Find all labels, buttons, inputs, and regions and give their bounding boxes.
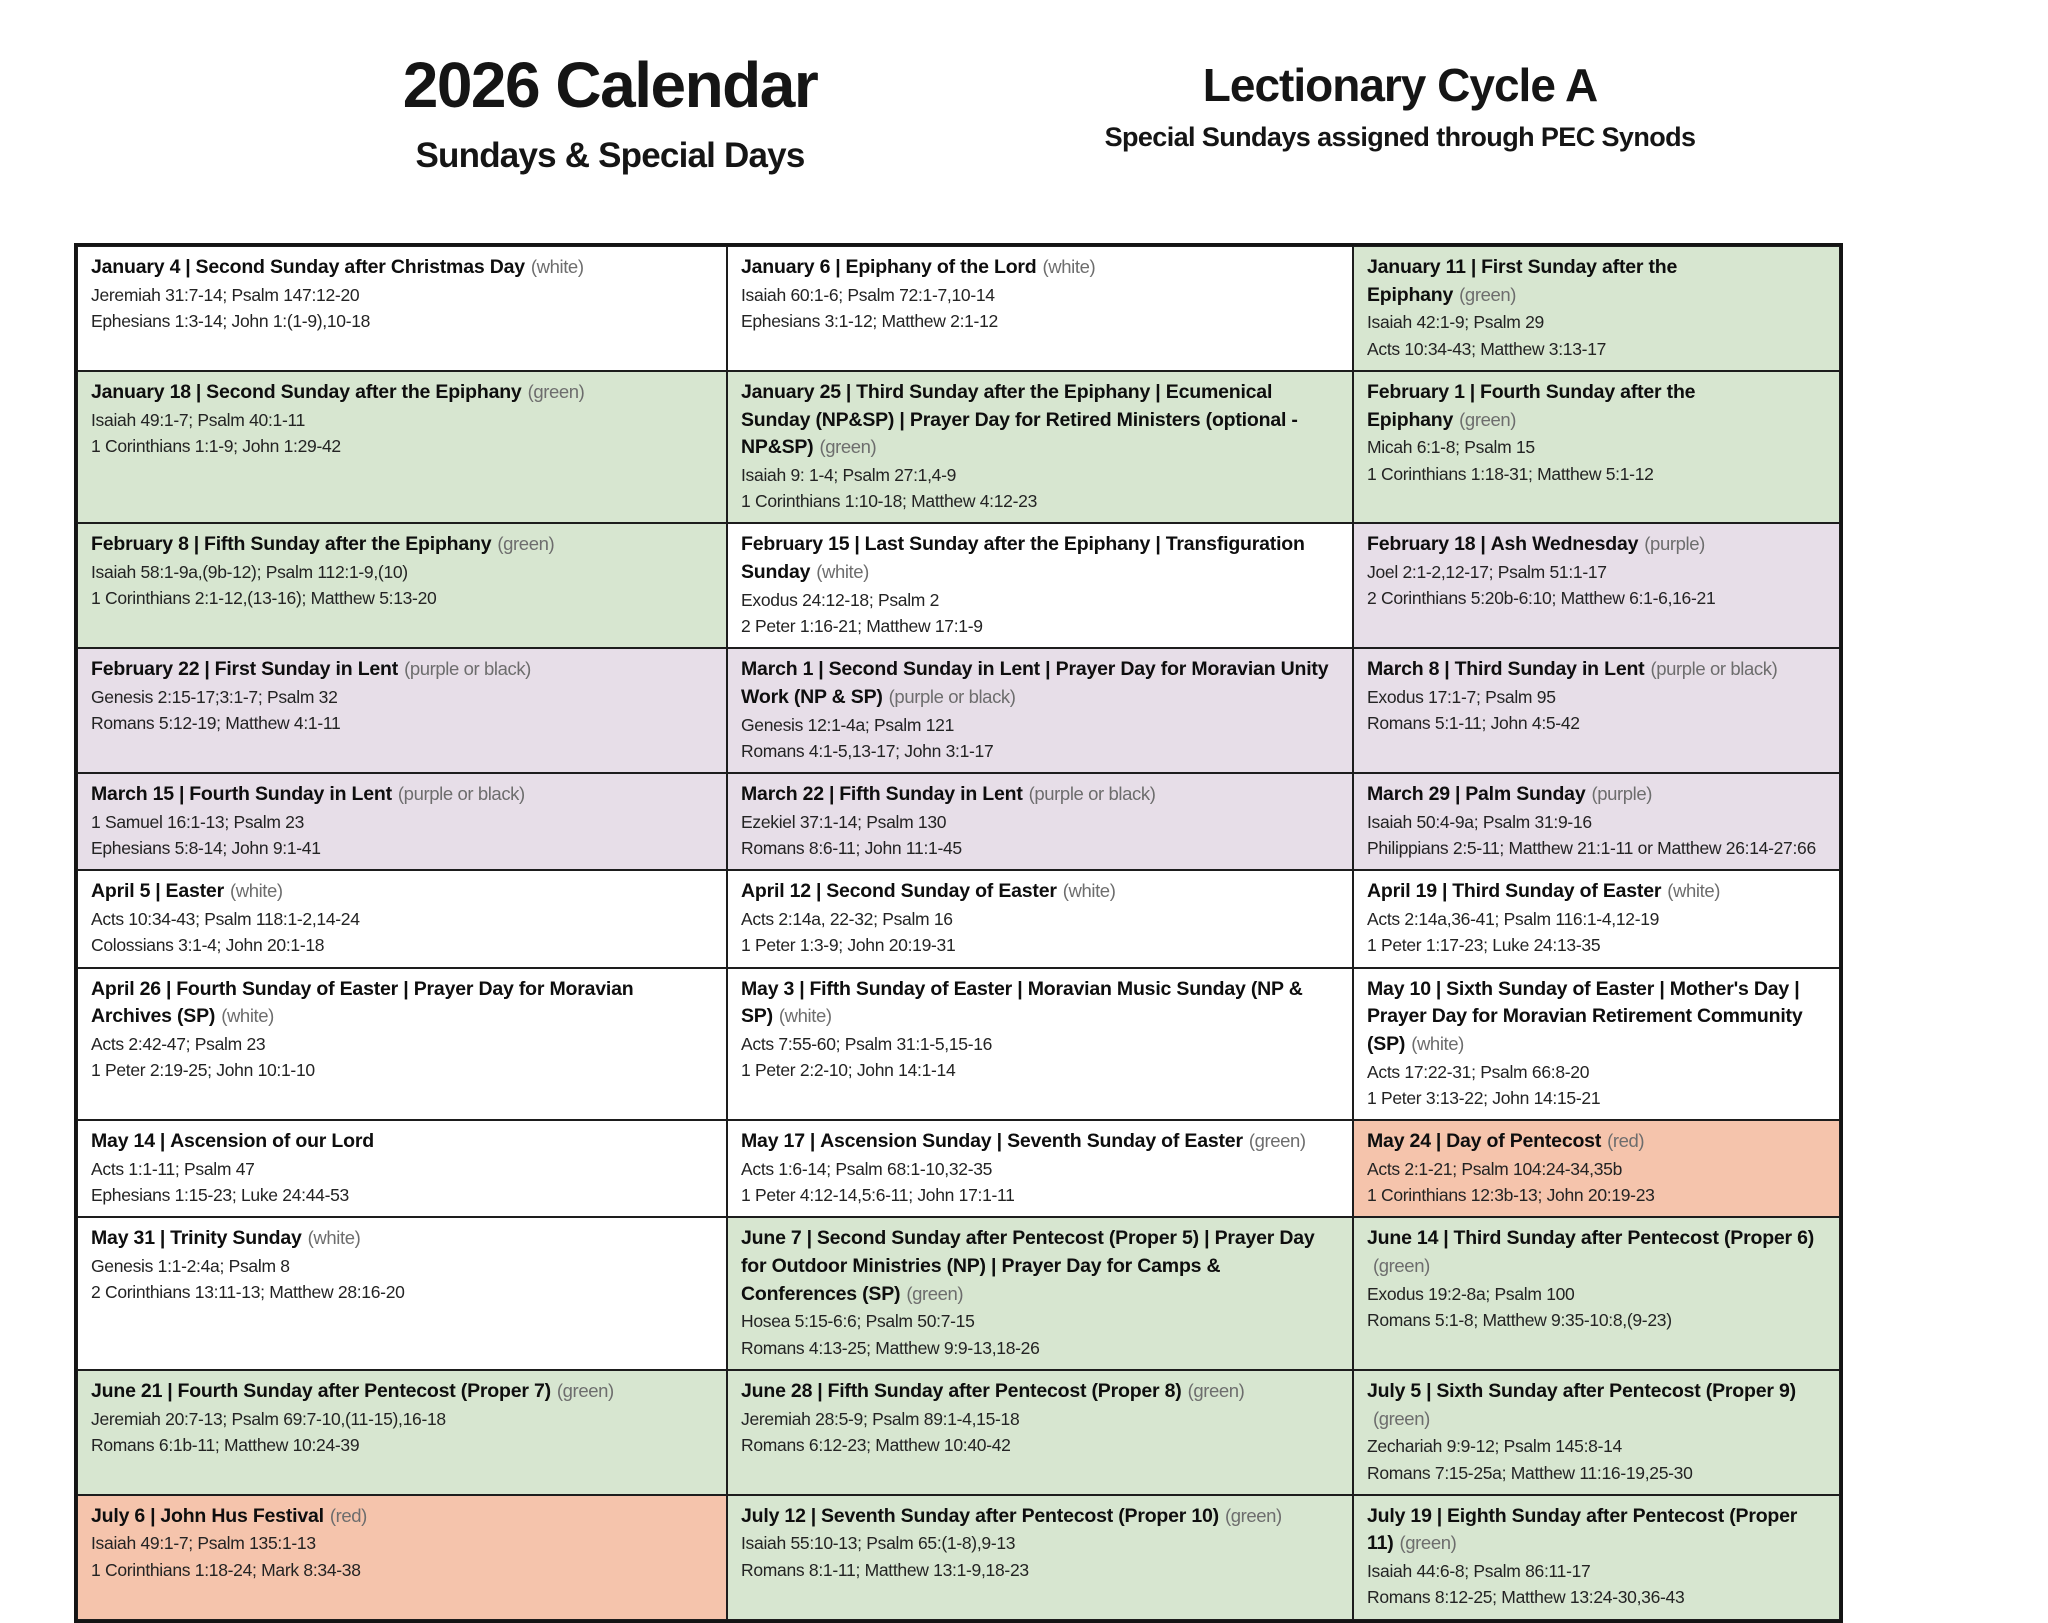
scripture-line-2: Romans 4:13-25; Matthew 9:9-13,18-26	[741, 1337, 1040, 1358]
cell-date: April 26	[91, 977, 161, 1000]
calendar-cell	[77, 1495, 727, 1620]
cell-color-note: (white)	[307, 1227, 361, 1249]
cell-date: July 6	[91, 1504, 146, 1527]
cell-date: June 7	[741, 1227, 802, 1250]
pipe-separator: |	[1470, 256, 1477, 278]
cell-color-note: (purple or black)	[1028, 783, 1156, 805]
pipe-separator: |	[159, 1130, 166, 1153]
cell-day-title: Ascension of our Lord	[170, 1130, 374, 1153]
cell-title-line	[91, 1378, 712, 1406]
cell-date: July 5	[1367, 1379, 1422, 1402]
scripture-line-2: Romans 5:1-11; John 4:5-42	[1367, 713, 1580, 734]
scripture-line-1: Acts 10:34-43; Psalm 118:1-2,14-24	[91, 909, 360, 930]
cell-title-line	[741, 878, 1338, 906]
scripture-line-2: 2 Corinthians 13:11-13; Matthew 28:16-20	[91, 1282, 405, 1303]
calendar-row	[77, 968, 1840, 1121]
pipe-separator: |	[1443, 1227, 1449, 1250]
cell-title-line	[1367, 1128, 1825, 1156]
cell-color-note: (green)	[1399, 1532, 1457, 1554]
cell-date: February 8	[91, 533, 189, 556]
calendar-cell	[1353, 371, 1840, 524]
cell-title-line	[91, 254, 712, 282]
calendar-row	[77, 648, 1840, 773]
pipe-separator: |	[845, 380, 852, 403]
scripture-line-1: Isaiah 44:6-8; Psalm 86:11-17	[1367, 1561, 1591, 1582]
cell-day-title: Third Sunday of Easter	[1452, 880, 1662, 903]
cell-date: May 14	[91, 1130, 155, 1153]
cell-color-note: (white)	[229, 880, 283, 902]
pipe-separator: |	[1444, 658, 1450, 681]
cell-date: May 10	[1367, 977, 1431, 1000]
cell-day-title: Sixth Sunday after Pentecost (Proper 9)	[1436, 1379, 1796, 1402]
scripture-line-1: Jeremiah 20:7-13; Psalm 69:7-10,(11-15),16-18	[91, 1408, 446, 1429]
cell-day-title: Fifth Sunday after Pentecost (Proper 8)	[827, 1379, 1182, 1402]
scripture-line-1: Genesis 1:1-2:4a; Psalm 8	[91, 1256, 290, 1276]
pipe-separator: |	[1435, 977, 1442, 1000]
calendar-cell	[727, 773, 1353, 870]
cell-day-title: Fourth Sunday after the Epiphany	[1367, 380, 1696, 431]
cell-date: June 28	[741, 1379, 813, 1402]
scripture-line-1: Jeremiah 28:5-9; Psalm 89:1-4,15-18	[741, 1408, 1020, 1429]
scripture-line-1: Joel 2:1-2,12-17; Psalm 51:1-17	[1367, 562, 1607, 583]
calendar-row	[77, 870, 1840, 967]
cell-color-note: (purple)	[1591, 783, 1653, 805]
calendar-row	[77, 773, 1840, 870]
title-block	[300, 48, 920, 176]
calendar-cell	[1353, 1217, 1840, 1370]
cell-color-note: (green)	[527, 380, 585, 402]
pipe-separator: |	[165, 977, 172, 1000]
scripture-line-2: Ephesians 1:3-14; John 1:(1-9),10-18	[91, 310, 371, 331]
pipe-separator: |	[155, 880, 161, 903]
cell-title-line	[1367, 976, 1825, 1059]
calendar-row	[77, 1217, 1840, 1370]
scripture-line-1: Isaiah 9: 1-4; Psalm 27:1,4-9	[741, 464, 957, 485]
calendar-cell	[727, 371, 1353, 524]
calendar-cell	[77, 523, 727, 648]
scripture-line-1: Acts 17:22-31; Psalm 66:8-20	[1367, 1061, 1590, 1082]
pipe-separator: |	[178, 783, 185, 806]
calendar-cell	[1353, 246, 1840, 371]
cell-color-note: (purple)	[1644, 533, 1705, 555]
scripture-line-1: Exodus 24:12-18; Psalm 2	[741, 589, 940, 610]
scripture-line-2: Philippians 2:5-11; Matthew 21:1-11 or Matthew 26:14-27:66	[1367, 838, 1816, 859]
cell-date: July 12	[741, 1504, 806, 1527]
cell-day-title: Palm Sunday	[1465, 783, 1586, 806]
cell-title-line	[1367, 1503, 1825, 1558]
scripture-line-2: Ephesians 3:1-12; Matthew 2:1-12	[741, 310, 998, 331]
cell-title-line	[1367, 1378, 1825, 1433]
scripture-line-2: Romans 8:12-25; Matthew 13:24-30,36-43	[1367, 1587, 1685, 1608]
page-subtitle: Sundays & Special Days	[415, 136, 805, 175]
pipe-separator: |	[806, 1227, 812, 1250]
cell-day-title: Fourth Sunday of Easter | Prayer Day for Moravian Archives (SP)	[91, 977, 634, 1028]
pipe-separator: |	[150, 1504, 156, 1527]
calendar-cell	[1353, 1495, 1840, 1620]
cell-color-note: (green)	[497, 533, 555, 555]
cell-date: April 19	[1367, 880, 1437, 903]
calendar-cell	[77, 1120, 727, 1217]
pipe-separator: |	[1441, 880, 1448, 903]
cell-title-line	[91, 1128, 712, 1156]
cell-color-note: (white)	[816, 561, 869, 583]
calendar-cell	[1353, 870, 1840, 967]
calendar-cell	[77, 371, 727, 524]
scripture-line-1: Zechariah 9:9-12; Psalm 145:8-14	[1367, 1436, 1622, 1457]
calendar-cell	[1353, 523, 1840, 648]
cell-day-title: John Hus Festival	[160, 1504, 324, 1527]
scripture-line-1: Isaiah 50:4-9a; Psalm 31:9-16	[1367, 811, 1592, 832]
calendar-cell	[1353, 773, 1840, 870]
cell-day-title: Easter	[165, 880, 224, 903]
scripture-line-2: 1 Peter 3:13-22; John 14:15-21	[1367, 1087, 1601, 1108]
cell-day-title: Seventh Sunday after Pentecost (Proper 10)	[821, 1504, 1219, 1527]
cell-color-note: (red)	[1607, 1130, 1645, 1152]
cell-date: July 19	[1367, 1504, 1432, 1527]
scripture-line-2: 1 Peter 2:19-25; John 10:1-10	[91, 1060, 315, 1081]
cell-date: January 4	[91, 256, 181, 278]
cell-color-note: (green)	[1459, 408, 1517, 430]
calendar-cell	[77, 968, 727, 1121]
calendar-row	[77, 1370, 1840, 1495]
pipe-separator: |	[835, 256, 841, 278]
pipe-separator: |	[185, 256, 191, 278]
cell-day-title: Fifth Sunday after the Epiphany	[203, 533, 492, 556]
scripture-line-2: 1 Corinthians 12:3b-13; John 20:19-23	[1367, 1185, 1655, 1206]
scripture-line-1: Genesis 12:1-4a; Psalm 121	[741, 714, 955, 735]
cell-color-note: (purple or black)	[397, 783, 525, 805]
cell-title-line	[91, 878, 712, 906]
cell-color-note: (green)	[1248, 1130, 1306, 1152]
scripture-line-2: Romans 4:1-5,13-17; John 3:1-17	[741, 740, 994, 761]
cell-title-line	[91, 656, 712, 684]
calendar-cell	[727, 246, 1353, 371]
calendar-row	[77, 246, 1840, 371]
scripture-line-1: Acts 2:42-47; Psalm 23	[91, 1033, 266, 1054]
scripture-line-1: Isaiah 49:1-7; Psalm 40:1-11	[91, 409, 306, 430]
scripture-line-1: Micah 6:1-8; Psalm 15	[1367, 437, 1535, 458]
cell-day-title: Ascension Sunday | Seventh Sunday of Easter	[820, 1130, 1243, 1153]
scripture-line-2: Romans 8:6-11; John 11:1-45	[741, 838, 962, 859]
cell-color-note: (purple or black)	[888, 686, 1016, 707]
cell-color-note: (white)	[1411, 1032, 1464, 1054]
scripture-line-2: 1 Corinthians 2:1-12,(13-16); Matthew 5:13-20	[91, 588, 437, 609]
pipe-separator: |	[810, 1504, 816, 1527]
calendar-cell	[727, 1120, 1353, 1217]
calendar-cell	[727, 1370, 1353, 1495]
cell-date: April 12	[741, 880, 811, 903]
pipe-separator: |	[828, 783, 835, 806]
calendar-cell	[1353, 968, 1840, 1121]
scripture-line-1: Jeremiah 31:7-14; Psalm 147:12-20	[91, 284, 360, 305]
scripture-line-2: Ephesians 5:8-14; John 9:1-41	[91, 838, 321, 859]
calendar-cell	[77, 1370, 727, 1495]
cell-day-title: Fifth Sunday of Easter | Moravian Music Sunday (NP & SP)	[741, 977, 1303, 1028]
cell-day-title: Day of Pentecost	[1446, 1130, 1602, 1153]
pipe-separator: |	[1480, 533, 1486, 556]
cell-date: January 25	[741, 380, 841, 403]
pipe-separator: |	[193, 533, 199, 556]
scripture-line-2: Romans 5:1-8; Matthew 9:35-10:8,(9-23)	[1367, 1309, 1672, 1330]
scripture-line-2: 1 Peter 4:12-14,5:6-11; John 17:1-11	[741, 1185, 1015, 1206]
cell-day-title: Second Sunday in Lent | Prayer Day for Moravian Unity Work (NP & SP)	[741, 658, 1329, 708]
cell-date: June 21	[91, 1379, 163, 1402]
scripture-line-2: Romans 8:1-11; Matthew 13:1-9,18-23	[741, 1559, 1029, 1580]
scripture-line-1: Ezekiel 37:1-14; Psalm 130	[741, 811, 947, 832]
pipe-separator: |	[799, 977, 805, 1000]
scripture-line-2: Romans 6:12-23; Matthew 10:40-42	[741, 1434, 1011, 1455]
pipe-separator: |	[815, 880, 822, 903]
scripture-line-1: Genesis 2:15-17;3:1-7; Psalm 32	[91, 687, 338, 707]
cell-date: May 24	[1367, 1130, 1431, 1153]
cell-title-line	[741, 1225, 1338, 1308]
cell-title-line	[1367, 656, 1825, 684]
cell-day-title: Fourth Sunday after Pentecost (Proper 7)	[177, 1379, 551, 1402]
cell-title-line	[1367, 254, 1825, 309]
cell-day-title: Ash Wednesday	[1490, 533, 1639, 556]
cell-color-note: (purple or black)	[1650, 658, 1778, 680]
cell-title-line	[91, 531, 712, 559]
scripture-line-1: Isaiah 55:10-13; Psalm 65:(1-8),9-13	[741, 1533, 1016, 1554]
cell-day-title: Second Sunday of Easter	[826, 880, 1057, 903]
cell-color-note: (green)	[906, 1282, 964, 1304]
cell-color-note: (white)	[1667, 880, 1720, 902]
cell-color-note: (purple or black)	[404, 658, 531, 680]
calendar-row	[77, 523, 1840, 648]
scripture-line-2: 2 Corinthians 5:20b-6:10; Matthew 6:1-6,16-21	[1367, 588, 1716, 609]
cell-title-line	[91, 976, 712, 1031]
scripture-line-2: Romans 5:12-19; Matthew 4:1-11	[91, 713, 341, 734]
cell-day-title: Third Sunday after Pentecost (Proper 6)	[1453, 1227, 1815, 1250]
pipe-separator: |	[854, 533, 860, 556]
pipe-separator: |	[809, 1130, 816, 1153]
cell-day-title: Sixth Sunday of Easter | Mother's Day | Prayer Day for Moravian Retirement Community (SP)	[1367, 977, 1803, 1055]
pipe-separator: |	[1469, 380, 1475, 403]
calendar-cell	[727, 968, 1353, 1121]
calendar-cell	[77, 870, 727, 967]
scripture-line-1: Acts 2:14a,36-41; Psalm 116:1-4,12-19	[1367, 909, 1660, 930]
scripture-line-1: Acts 2:1-21; Psalm 104:24-34,35b	[1367, 1158, 1623, 1179]
scripture-line-2: 2 Peter 1:16-21; Matthew 17:1-9	[741, 616, 983, 637]
cell-day-title: Epiphany of the Lord	[845, 256, 1037, 278]
scripture-line-1: Acts 2:14a, 22-32; Psalm 16	[741, 909, 953, 930]
calendar-row	[77, 371, 1840, 524]
cell-title-line	[741, 1503, 1338, 1531]
cell-color-note: (green)	[1224, 1504, 1282, 1526]
cell-day-title: Second Sunday after Pentecost (Proper 5) | Prayer Day for Outdoor Ministries (NP) | Prayer Day for Camps & Conferences (SP)	[741, 1227, 1315, 1305]
scripture-line-2: 1 Corinthians 1:18-24; Mark 8:34-38	[91, 1559, 361, 1580]
cell-color-note: (green)	[1373, 1255, 1430, 1276]
scripture-line-1: Isaiah 42:1-9; Psalm 29	[1367, 312, 1544, 333]
pipe-separator: |	[159, 1227, 166, 1250]
scripture-line-1: Isaiah 49:1-7; Psalm 135:1-13	[91, 1533, 316, 1554]
cell-day-title: Second Sunday after Christmas Day	[195, 256, 525, 278]
cell-color-note: (green)	[1459, 283, 1517, 305]
scripture-line-1: Exodus 19:2-8a; Psalm 100	[1367, 1283, 1575, 1304]
cell-day-title: Fourth Sunday in Lent	[189, 783, 392, 806]
cell-date: April 5	[91, 880, 151, 903]
calendar-cell	[727, 523, 1353, 648]
cell-day-title: Eighth Sunday after Pentecost (Proper 11)	[1367, 1504, 1798, 1555]
cell-title-line	[91, 781, 712, 809]
scripture-line-1: Exodus 17:1-7; Psalm 95	[1367, 687, 1556, 707]
scripture-line-2: Colossians 3:1-4; John 20:1-18	[91, 935, 325, 956]
cell-title-line	[91, 1503, 712, 1531]
pipe-separator: |	[1435, 1130, 1442, 1153]
lectionary-cycle-title: Lectionary Cycle A	[1202, 59, 1598, 111]
cell-date: May 31	[91, 1227, 155, 1250]
pipe-separator: |	[1436, 1504, 1442, 1527]
pipe-separator: |	[1426, 1379, 1432, 1402]
cell-color-note: (white)	[221, 1005, 274, 1027]
cell-color-note: (green)	[1187, 1379, 1245, 1401]
cell-color-note: (green)	[1373, 1407, 1430, 1429]
cell-title-line	[1367, 379, 1825, 434]
cell-date: February 1	[1367, 380, 1465, 403]
cell-day-title: Second Sunday after the Epiphany	[206, 380, 522, 403]
cell-title-line	[741, 1128, 1338, 1156]
scripture-line-2: 1 Peter 2:2-10; John 14:1-14	[741, 1060, 956, 1081]
calendar-table	[74, 243, 1843, 1623]
pipe-separator: |	[167, 1379, 173, 1402]
cell-title-line	[1367, 781, 1825, 809]
calendar-cell	[77, 246, 727, 371]
cell-title-line	[1367, 878, 1825, 906]
cell-title-line	[1367, 1225, 1825, 1280]
pipe-separator: |	[1454, 783, 1461, 806]
scripture-line-2: 1 Peter 1:3-9; John 20:19-31	[741, 935, 956, 956]
cell-title-line	[741, 379, 1338, 462]
cell-day-title: Third Sunday in Lent	[1454, 658, 1645, 681]
pipe-separator: |	[195, 380, 202, 403]
cell-date: March 8	[1367, 658, 1440, 681]
pipe-separator: |	[204, 658, 210, 681]
cell-date: January 18	[91, 380, 191, 403]
cell-title-line	[741, 1378, 1338, 1406]
calendar-cell	[727, 870, 1353, 967]
cell-date: January 11	[1367, 256, 1466, 278]
scripture-line-2: 1 Corinthians 1:10-18; Matthew 4:12-23	[741, 491, 1038, 512]
cell-title-line	[741, 531, 1338, 586]
cell-color-note: (green)	[556, 1379, 614, 1401]
cell-date: March 22	[741, 783, 824, 806]
cell-date: February 15	[741, 533, 850, 556]
calendar-cell	[77, 773, 727, 870]
cell-date: May 3	[741, 977, 795, 1000]
cell-color-note: (white)	[1042, 256, 1096, 277]
cell-day-title: First Sunday after the Epiphany	[1367, 256, 1678, 306]
scripture-line-1: Acts 1:6-14; Psalm 68:1-10,32-35	[741, 1158, 993, 1179]
calendar-cell	[1353, 648, 1840, 773]
scripture-line-2: 1 Corinthians 1:1-9; John 1:29-42	[91, 435, 341, 456]
scripture-line-1: Hosea 5:15-6:6; Psalm 50:7-15	[741, 1311, 975, 1332]
cell-title-line	[91, 1225, 712, 1253]
calendar-cell	[1353, 1120, 1840, 1217]
cell-color-note: (red)	[329, 1504, 367, 1526]
page-title: 2026 Calendar	[402, 49, 818, 121]
pipe-separator: |	[817, 1379, 823, 1402]
scripture-line-1: Isaiah 58:1-9a,(9b-12); Psalm 112:1-9,(10)	[91, 562, 408, 583]
scripture-line-2: Romans 6:1b-11; Matthew 10:24-39	[91, 1434, 360, 1455]
cell-title-line	[741, 656, 1338, 711]
scripture-line-1: Acts 1:1-11; Psalm 47	[91, 1158, 255, 1179]
cell-date: February 18	[1367, 533, 1476, 556]
cell-color-note: (white)	[530, 256, 584, 277]
calendar-cell	[727, 1495, 1353, 1620]
cell-day-title: Trinity Sunday	[170, 1227, 302, 1250]
calendar-row	[77, 1120, 1840, 1217]
scripture-line-2: Romans 7:15-25a; Matthew 11:16-19,25-30	[1367, 1462, 1693, 1483]
cell-day-title: Fifth Sunday in Lent	[839, 783, 1023, 806]
calendar-row	[77, 1495, 1840, 1620]
lectionary-cycle-subtitle: Special Sundays assigned through PEC Synods	[1104, 122, 1696, 152]
cell-date: March 1	[741, 658, 814, 681]
calendar-cell	[77, 1217, 727, 1370]
scripture-line-1: Isaiah 60:1-6; Psalm 72:1-7,10-14	[741, 284, 995, 305]
lectionary-block	[1060, 58, 1740, 153]
cell-color-note: (green)	[819, 436, 877, 458]
pipe-separator: |	[818, 658, 824, 681]
cell-color-note: (white)	[1062, 880, 1116, 902]
scripture-line-2: Ephesians 1:15-23; Luke 24:44-53	[91, 1185, 349, 1206]
cell-day-title: Last Sunday after the Epiphany | Transfiguration Sunday	[741, 533, 1305, 584]
calendar-cell	[727, 648, 1353, 773]
calendar-cell	[77, 648, 727, 773]
cell-date: January 6	[741, 256, 831, 278]
cell-date: June 14	[1367, 1227, 1439, 1250]
cell-color-note: (white)	[778, 1005, 832, 1027]
calendar-cell	[727, 1217, 1353, 1370]
scripture-line-1: 1 Samuel 16:1-13; Psalm 23	[91, 811, 305, 832]
cell-day-title: First Sunday in Lent	[214, 658, 399, 681]
cell-title-line	[1367, 531, 1825, 559]
scripture-line-1: Acts 7:55-60; Psalm 31:1-5,15-16	[741, 1033, 993, 1054]
cell-date: May 17	[741, 1130, 805, 1153]
cell-title-line	[91, 379, 712, 407]
cell-date: March 15	[91, 783, 174, 806]
scripture-line-2: Acts 10:34-43; Matthew 3:13-17	[1367, 338, 1607, 359]
scripture-line-2: 1 Peter 1:17-23; Luke 24:13-35	[1367, 935, 1601, 956]
cell-date: March 29	[1367, 783, 1450, 806]
cell-title-line	[741, 254, 1338, 282]
cell-title-line	[741, 976, 1338, 1031]
scripture-line-2: 1 Corinthians 1:18-31; Matthew 5:1-12	[1367, 463, 1654, 484]
cell-title-line	[741, 781, 1338, 809]
calendar-cell	[1353, 1370, 1840, 1495]
cell-day-title: Third Sunday after the Epiphany | Ecumenical Sunday (NP&SP) | Prayer Day for Retired Ministers (optional - NP&SP)	[741, 380, 1298, 459]
cell-date: February 22	[91, 658, 200, 681]
